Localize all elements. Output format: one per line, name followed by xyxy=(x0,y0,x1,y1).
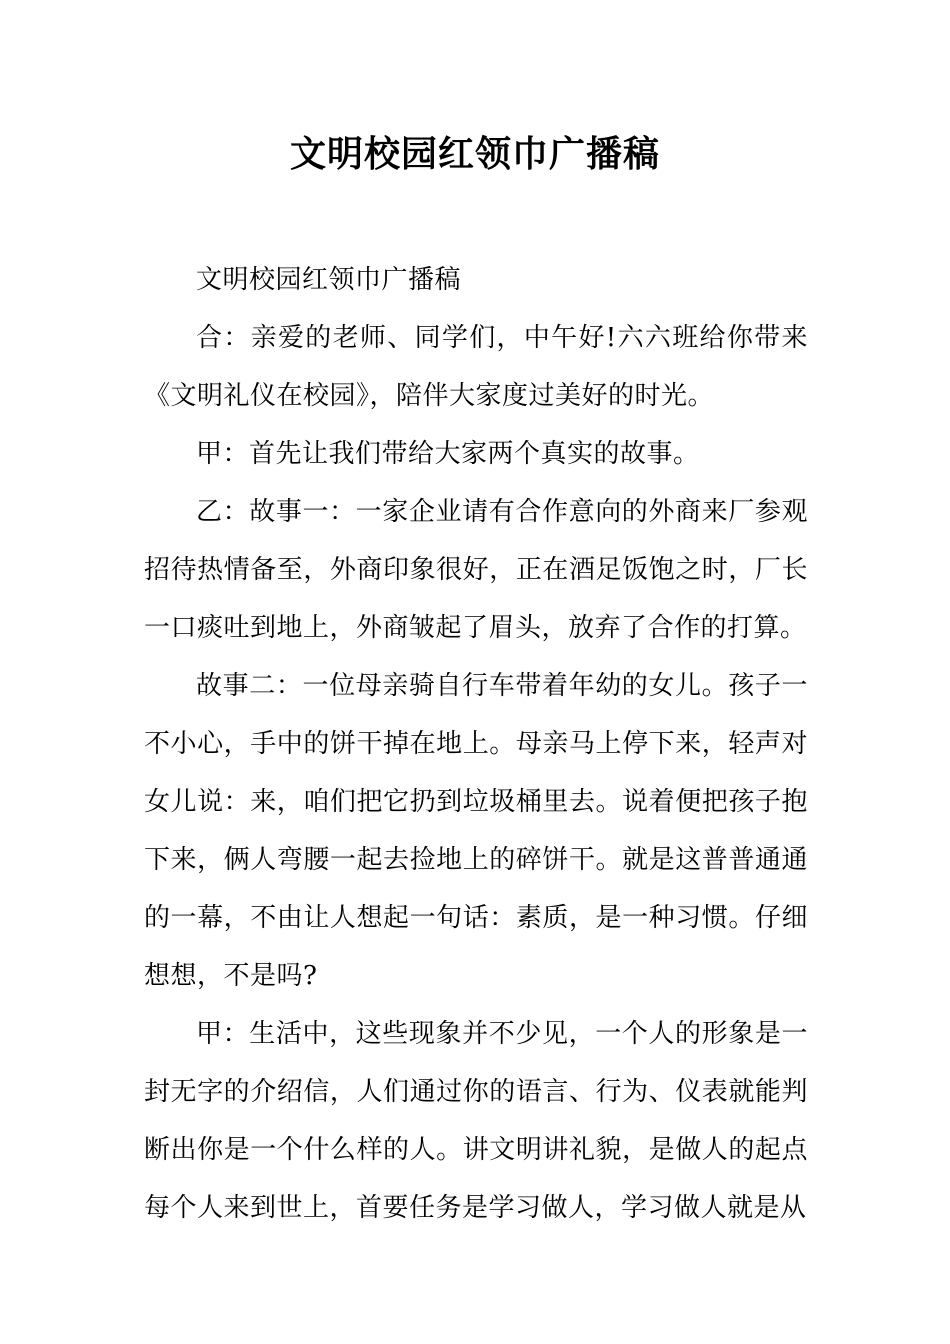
paragraph-reflection: 甲：生活中，这些现象并不少见，一个人的形象是一封无字的介绍信，人们通过你的语言、行为、仪表就能判断出你是一个什么样的人。讲文明讲礼貌，是做人的起点每个人来到世上，首要任务是学习做人，学习做人就是从 xyxy=(144,1019,808,1223)
paragraph-opening: 合：亲爱的老师、同学们，中午好!六六班给你带来《文明礼仪在校园》，陪伴大家度过美好的时光。 xyxy=(144,323,808,411)
paragraph-subtitle: 文明校园红领巾广播稿 xyxy=(196,265,462,295)
paragraph-intro-stories: 甲：首先让我们带给大家两个真实的故事。 xyxy=(196,439,700,469)
paragraph-story-one: 乙：故事一：一家企业请有合作意向的外商来厂参观招待热情备至，外商印象很好，正在酒足饭饱之时，厂长一口痰吐到地上，外商皱起了眉头，放弃了合作的打算。 xyxy=(144,497,808,643)
paragraph-story-two: 故事二：一位母亲骑自行车带着年幼的女儿。孩子一不小心，手中的饼干掉在地上。母亲马上停下来，轻声对女儿说：来，咱们把它扔到垃圾桶里去。说着便把孩子抱下来，俩人弯腰一起去捡地上的碎饼干。就是这普普通通的一幕，不由让人想起一句话：素质，是一种习惯。仔细想想，不是吗? xyxy=(144,671,808,991)
document-title: 文明校园红领巾广播稿 xyxy=(289,133,660,175)
document-body xyxy=(144,251,808,1237)
